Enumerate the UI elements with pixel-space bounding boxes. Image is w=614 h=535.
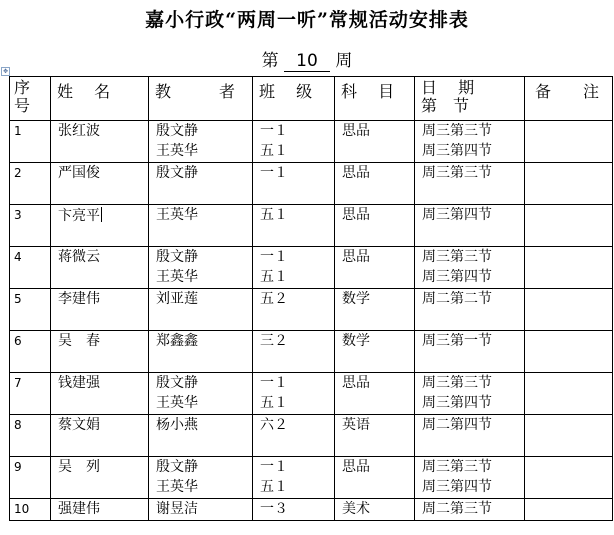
cell-subject[interactable] xyxy=(335,415,415,457)
cell-class[interactable] xyxy=(253,121,335,163)
row-index: 5 xyxy=(14,292,22,306)
date-period: 周三第一节 xyxy=(422,333,492,349)
table-row xyxy=(10,457,613,499)
table-row xyxy=(10,499,613,521)
subject-name: 思品 xyxy=(342,165,370,181)
class-name: 五１ xyxy=(260,479,288,495)
cell-date[interactable] xyxy=(415,331,525,373)
cell-teacher[interactable] xyxy=(149,331,253,373)
cell-subject[interactable] xyxy=(335,331,415,373)
table-header-row xyxy=(10,77,613,121)
class-name: 一３ xyxy=(260,501,288,517)
teacher-name: 殷文静 xyxy=(156,123,198,139)
cell-note[interactable] xyxy=(525,373,613,415)
table-row xyxy=(10,289,613,331)
evaluator-name: 蔡文娟 xyxy=(58,417,100,433)
note-text xyxy=(525,373,612,393)
cell-name[interactable] xyxy=(51,289,149,331)
evaluator-name: 李建伟 xyxy=(58,291,100,307)
cell-date[interactable] xyxy=(415,289,525,331)
header-note: 备 注 xyxy=(525,77,613,121)
cell-teacher[interactable] xyxy=(149,163,253,205)
subject-name: 思品 xyxy=(342,459,370,475)
subject-name: 思品 xyxy=(342,375,370,391)
table-move-handle-icon[interactable]: ✥ xyxy=(2,68,9,75)
cell-class[interactable] xyxy=(253,289,335,331)
cell-index[interactable] xyxy=(10,247,51,289)
note-text xyxy=(525,499,612,519)
cell-note[interactable] xyxy=(525,289,613,331)
cell-name[interactable] xyxy=(51,205,149,247)
text-cursor xyxy=(101,207,102,222)
cell-index[interactable] xyxy=(10,457,51,499)
row-index: 2 xyxy=(14,166,22,180)
date-period: 周三第三节 xyxy=(422,375,492,391)
header-class: 班 级 xyxy=(253,77,335,121)
week-prefix: 第 xyxy=(261,51,279,71)
cell-subject[interactable] xyxy=(335,289,415,331)
cell-date[interactable] xyxy=(415,205,525,247)
table-row xyxy=(10,373,613,415)
table-row xyxy=(10,331,613,373)
date-period: 周三第三节 xyxy=(422,459,492,475)
teacher-name: 殷文静 xyxy=(156,375,198,391)
cell-subject[interactable] xyxy=(335,121,415,163)
week-line xyxy=(0,46,614,72)
teacher-name: 郑鑫鑫 xyxy=(156,333,198,349)
row-index: 1 xyxy=(14,124,22,138)
cell-note[interactable] xyxy=(525,247,613,289)
cell-index[interactable] xyxy=(10,121,51,163)
date-period: 周三第四节 xyxy=(422,395,492,411)
cell-class[interactable] xyxy=(253,163,335,205)
header-teacher: 教 者 xyxy=(149,77,253,121)
evaluator-name: 吴 春 xyxy=(58,333,100,349)
table-row xyxy=(10,247,613,289)
cell-subject[interactable] xyxy=(335,205,415,247)
note-text xyxy=(525,163,612,183)
date-period: 周三第三节 xyxy=(422,123,492,139)
cell-teacher[interactable] xyxy=(149,457,253,499)
cell-name[interactable] xyxy=(51,331,149,373)
note-text xyxy=(525,289,612,309)
cell-subject[interactable] xyxy=(335,163,415,205)
class-name: 五１ xyxy=(260,207,288,223)
class-name: 五１ xyxy=(260,143,288,159)
teacher-name: 殷文静 xyxy=(156,249,198,265)
cell-name[interactable] xyxy=(51,415,149,457)
cell-name[interactable] xyxy=(51,373,149,415)
schedule-table xyxy=(9,76,613,521)
cell-date[interactable] xyxy=(415,163,525,205)
subject-name: 思品 xyxy=(342,249,370,265)
class-name: 三２ xyxy=(260,333,288,349)
cell-index[interactable] xyxy=(10,163,51,205)
cell-date[interactable] xyxy=(415,415,525,457)
cell-class[interactable] xyxy=(253,205,335,247)
cell-teacher[interactable] xyxy=(149,499,253,521)
cell-subject[interactable] xyxy=(335,457,415,499)
cell-teacher[interactable] xyxy=(149,415,253,457)
teacher-name: 王英华 xyxy=(156,207,198,223)
teacher-name: 王英华 xyxy=(156,479,198,495)
row-index: 7 xyxy=(14,376,22,390)
week-number[interactable]: 10 xyxy=(284,51,330,72)
note-text xyxy=(525,331,612,351)
date-period: 周三第四节 xyxy=(422,143,492,159)
evaluator-name: 卞亮平 xyxy=(58,208,100,224)
cell-date[interactable] xyxy=(415,247,525,289)
class-name: 一１ xyxy=(260,123,288,139)
evaluator-name: 吴 列 xyxy=(58,459,100,475)
date-period: 周二第三节 xyxy=(422,501,492,517)
cell-class[interactable] xyxy=(253,499,335,521)
evaluator-name: 张红波 xyxy=(58,123,100,139)
evaluator-name: 钱建强 xyxy=(58,375,100,391)
cell-index[interactable] xyxy=(10,499,51,521)
cell-teacher[interactable] xyxy=(149,247,253,289)
row-index: 3 xyxy=(14,208,22,222)
evaluator-name: 严国俊 xyxy=(58,165,100,181)
cell-name[interactable] xyxy=(51,457,149,499)
cell-note[interactable] xyxy=(525,457,613,499)
cell-note[interactable] xyxy=(525,121,613,163)
cell-name[interactable] xyxy=(51,163,149,205)
cell-teacher[interactable] xyxy=(149,373,253,415)
cell-teacher[interactable] xyxy=(149,205,253,247)
cell-name[interactable] xyxy=(51,247,149,289)
evaluator-name: 强建伟 xyxy=(58,501,100,517)
note-text xyxy=(525,205,612,225)
class-name: 一１ xyxy=(260,375,288,391)
teacher-name: 王英华 xyxy=(156,269,198,285)
cell-teacher[interactable] xyxy=(149,121,253,163)
teacher-name: 殷文静 xyxy=(156,165,198,181)
cell-class[interactable] xyxy=(253,331,335,373)
subject-name: 数学 xyxy=(342,333,370,349)
table-row xyxy=(10,121,613,163)
teacher-name: 王英华 xyxy=(156,143,198,159)
class-name: 一１ xyxy=(260,459,288,475)
cell-note[interactable] xyxy=(525,163,613,205)
class-name: 五１ xyxy=(260,269,288,285)
cell-teacher[interactable] xyxy=(149,289,253,331)
cell-class[interactable] xyxy=(253,457,335,499)
cell-date[interactable] xyxy=(415,499,525,521)
date-period: 周三第三节 xyxy=(422,249,492,265)
cell-subject[interactable] xyxy=(335,247,415,289)
cell-name[interactable] xyxy=(51,121,149,163)
class-name: 五２ xyxy=(260,291,288,307)
date-period: 周三第三节 xyxy=(422,165,492,181)
note-text xyxy=(525,247,612,267)
cell-index[interactable] xyxy=(10,373,51,415)
cell-note[interactable] xyxy=(525,331,613,373)
subject-name: 英语 xyxy=(342,417,370,433)
date-period: 周三第四节 xyxy=(422,269,492,285)
class-name: 五１ xyxy=(260,395,288,411)
row-index: 9 xyxy=(14,460,22,474)
cell-index[interactable] xyxy=(10,415,51,457)
row-index: 10 xyxy=(14,502,30,516)
class-name: 一１ xyxy=(260,249,288,265)
header-name: 姓 名 xyxy=(51,77,149,121)
cell-note[interactable] xyxy=(525,205,613,247)
teacher-name: 殷文静 xyxy=(156,459,198,475)
cell-class[interactable] xyxy=(253,415,335,457)
cell-class[interactable] xyxy=(253,373,335,415)
teacher-name: 杨小燕 xyxy=(156,417,198,433)
cell-note[interactable] xyxy=(525,415,613,457)
date-period: 周二第四节 xyxy=(422,417,492,433)
row-index: 8 xyxy=(14,418,22,432)
document-title: 嘉小行政“两周一听”常规活动安排表 xyxy=(145,9,469,31)
subject-name: 美术 xyxy=(342,501,370,517)
subject-name: 思品 xyxy=(342,123,370,139)
week-suffix: 周 xyxy=(335,51,353,71)
cell-index[interactable] xyxy=(10,331,51,373)
note-text xyxy=(525,415,612,435)
teacher-name: 刘亚莲 xyxy=(156,291,198,307)
class-name: 六２ xyxy=(260,417,288,433)
cell-class[interactable] xyxy=(253,247,335,289)
cell-subject[interactable] xyxy=(335,373,415,415)
table-row xyxy=(10,163,613,205)
cell-date[interactable] xyxy=(415,373,525,415)
date-period: 周三第四节 xyxy=(422,479,492,495)
date-period: 周二第二节 xyxy=(422,291,492,307)
teacher-name: 谢昱洁 xyxy=(156,501,198,517)
cell-date[interactable] xyxy=(415,121,525,163)
table-row xyxy=(10,415,613,457)
subject-name: 思品 xyxy=(342,207,370,223)
class-name: 一１ xyxy=(260,165,288,181)
date-period: 周三第四节 xyxy=(422,207,492,223)
subject-name: 数学 xyxy=(342,291,370,307)
note-text xyxy=(525,457,612,477)
header-subject: 科 目 xyxy=(335,77,415,121)
cell-date[interactable] xyxy=(415,457,525,499)
cell-index[interactable] xyxy=(10,289,51,331)
evaluator-name: 蒋微云 xyxy=(58,249,100,265)
cell-subject[interactable] xyxy=(335,499,415,521)
cell-name[interactable] xyxy=(51,499,149,521)
row-index: 4 xyxy=(14,250,22,264)
note-text xyxy=(525,121,612,141)
cell-index[interactable] xyxy=(10,205,51,247)
teacher-name: 王英华 xyxy=(156,395,198,411)
header-date: 日 期 第 节 xyxy=(415,77,525,121)
header-index: 序 号 xyxy=(10,77,51,121)
row-index: 6 xyxy=(14,334,22,348)
cell-note[interactable] xyxy=(525,499,613,521)
table-row xyxy=(10,205,613,247)
